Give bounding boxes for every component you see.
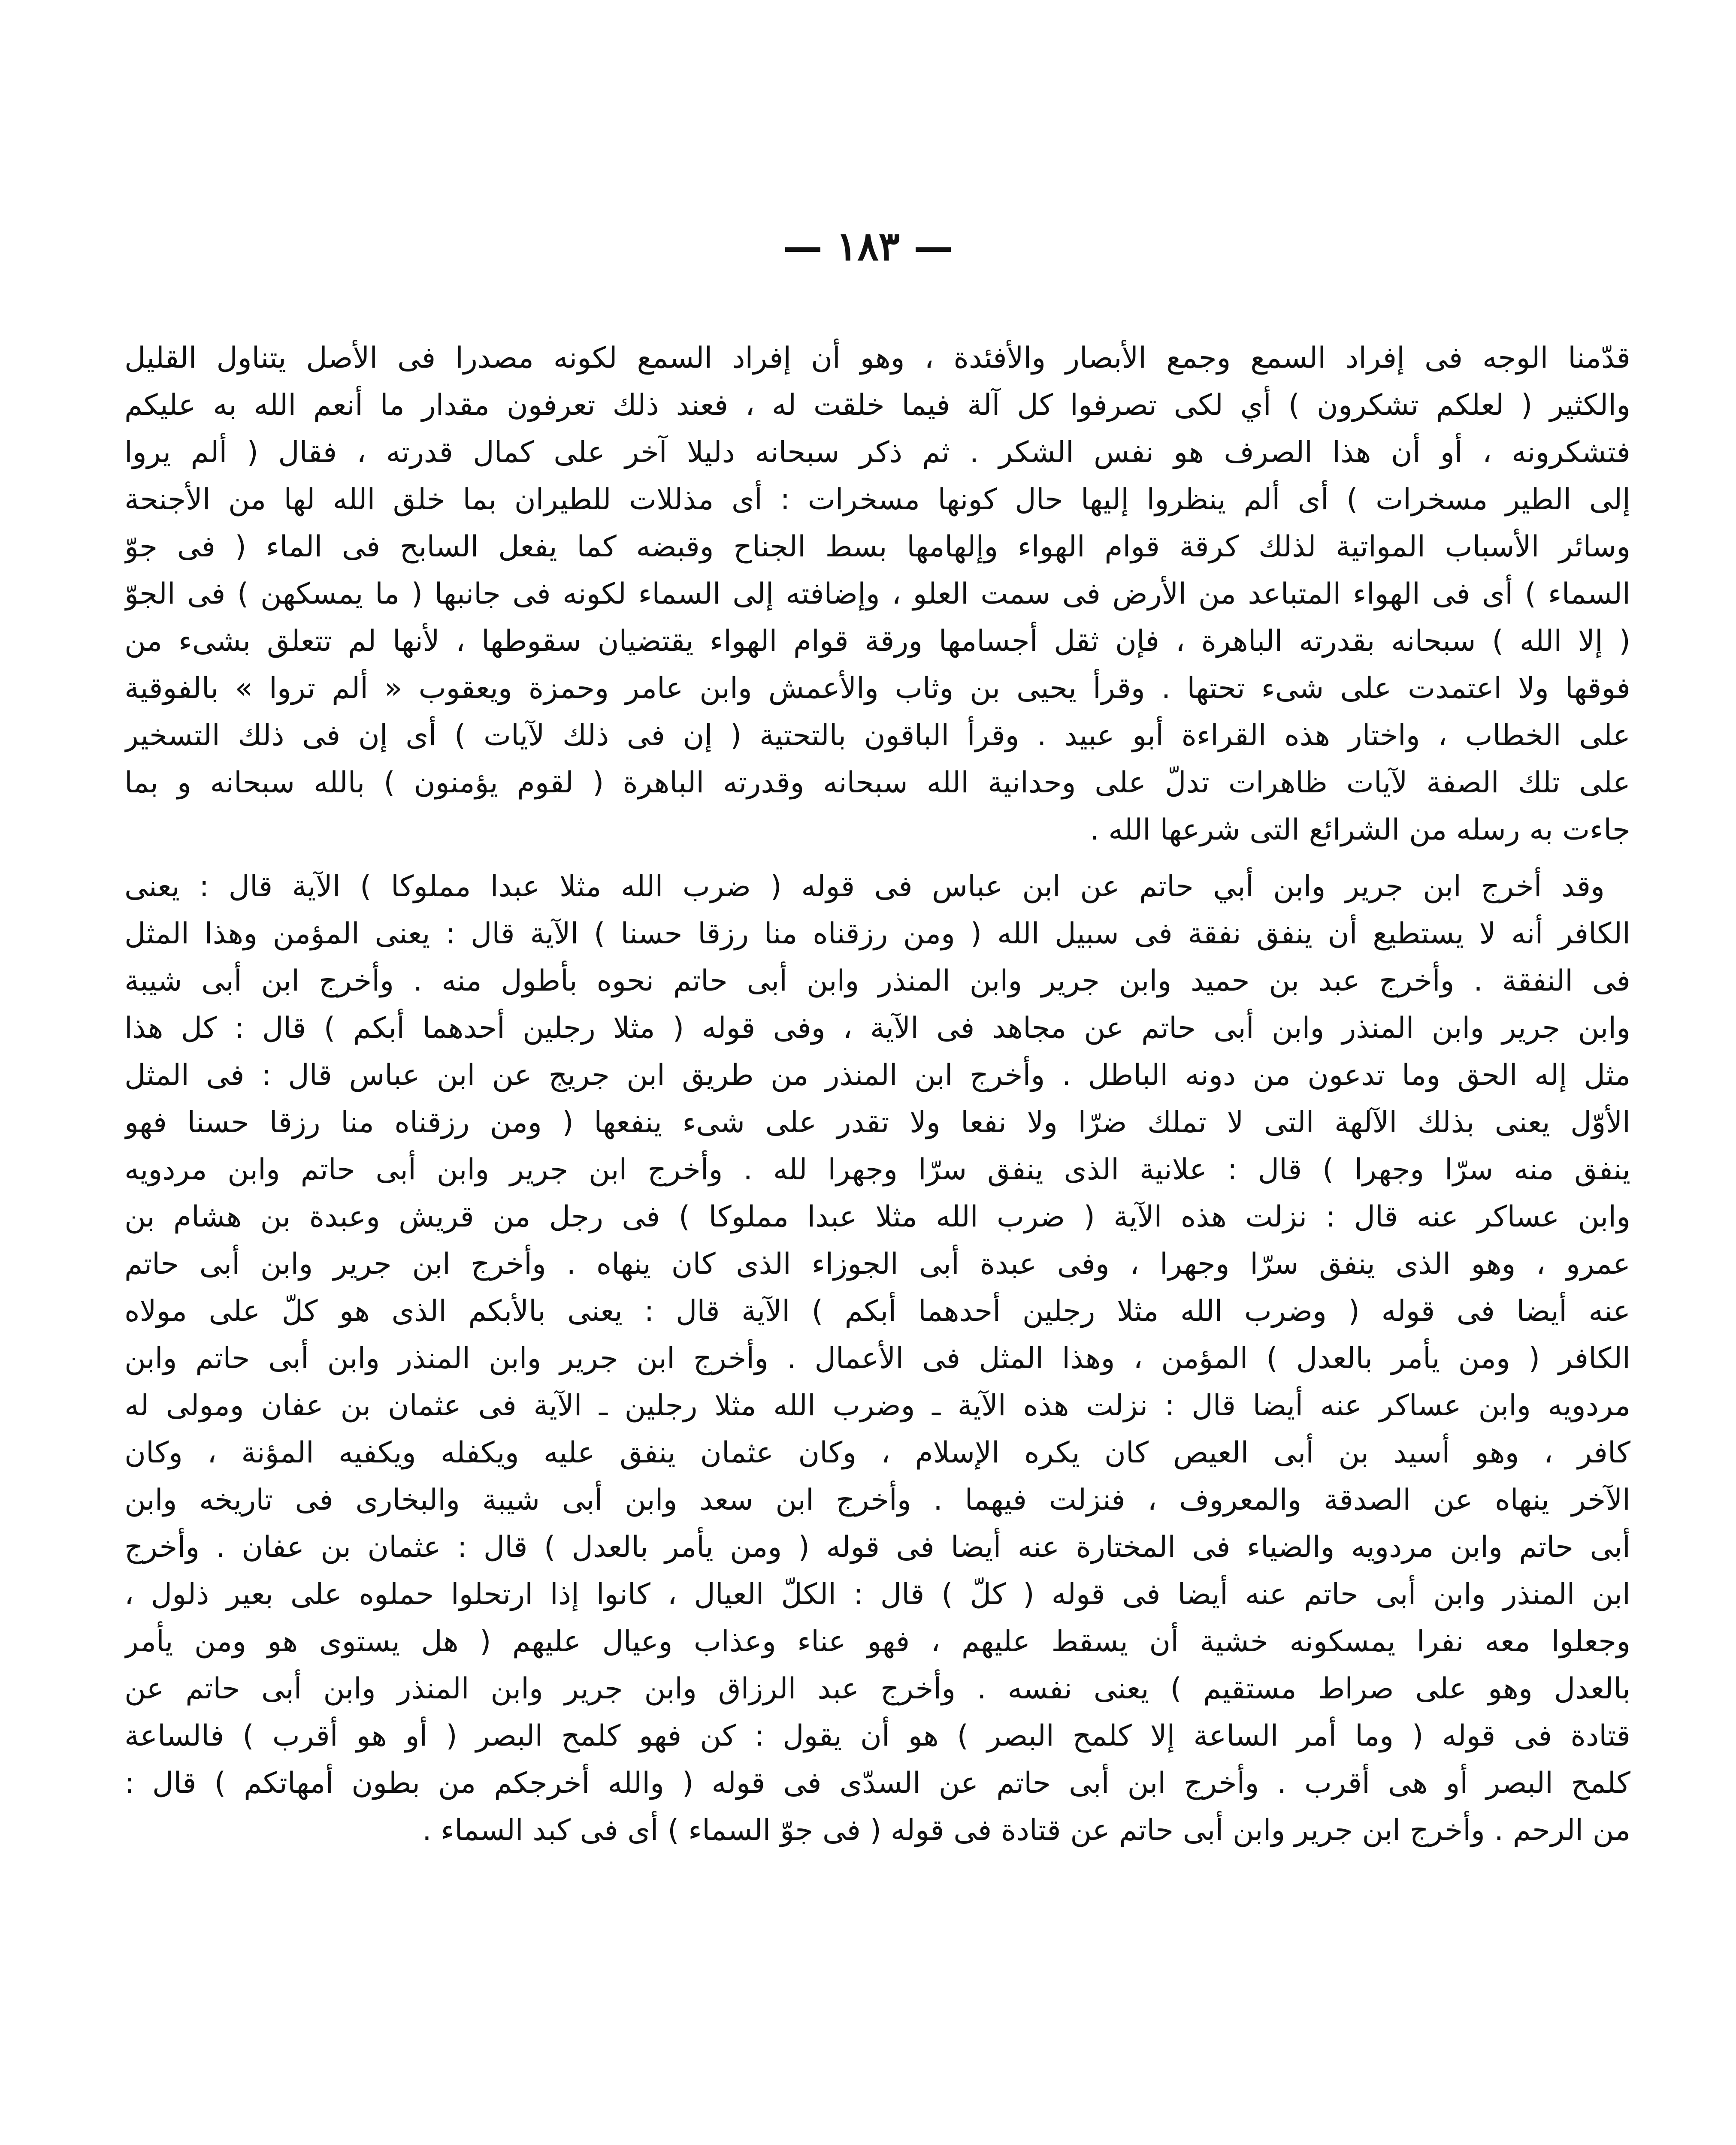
text-line: على الخطاب ، واختار هذه القراءة أبو عبيد . وقرأ الباقون بالتحتية ( إن فى ذلك لآيات ) أى إن فى ذلك التسخير [124, 719, 1630, 752]
text-line: جاءت به رسله من الشرائع التى شرعها الله . [1090, 813, 1630, 847]
text-line: وسائر الأسباب المواتية لذلك كرقة قوام الهواء وإلهامها بسط الجناح وقبضه كما يفعل السابح فى الماء ( فى جوّ [124, 530, 1630, 564]
text-line: على تلك الصفة لآيات ظاهرات تدلّ على وحدانية الله سبحانه وقدرته الباهرة ( لقوم يؤمنون ) بالله سبحانه و بما [124, 766, 1630, 800]
text-line: كلمح البصر أو هى أقرب . وأخرج ابن أبى حاتم عن السدّى فى قوله ( والله أخرجكم من بطون أمهاتكم ) قال : [124, 1766, 1630, 1800]
text-line: كافر ، وهو أسيد بن أبى العيص كان يكره الإسلام ، وكان عثمان ينفق عليه ويكفله ويكفيه المؤنة ، وكان [124, 1436, 1630, 1470]
text-line: من الرحم . وأخرج ابن جرير وابن أبى حاتم عن قتادة فى قوله ( فى جوّ السماء ) أى فى كبد السماء . [422, 1813, 1630, 1847]
text-line: الكافر ( ومن يأمر بالعدل ) المؤمن ، وهذا المثل فى الأعمال . وأخرج ابن جرير وابن المنذر وابن أبى حاتم وابن [124, 1341, 1630, 1375]
text-line: ( إلا الله ) سبحانه بقدرته الباهرة ، فإن ثقل أجسامها ورقة قوام الهواء يقتضيان سقوطها ، لأنها لم تتعلق بشىء من [124, 624, 1630, 658]
text-line: إلى الطير مسخرات ) أى ألم ينظروا إليها حال كونها مسخرات : أى مذللات للطيران بما خلق الله لها من الأجنحة [124, 483, 1630, 517]
text-line: بالعدل وهو على صراط مستقيم ) يعنى نفسه . وأخرج عبد الرزاق وابن جرير وابن المنذر وابن أبى حاتم عن [124, 1672, 1630, 1706]
page-number: — ١٨٣ — [783, 223, 953, 269]
text-line: وقد أخرج ابن جرير وابن أبي حاتم عن ابن عباس فى قوله ( ضرب الله مثلا عبدا مملوكا ) الآية قال : يعنى [124, 870, 1605, 903]
text-line: فوقها ولا اعتمدت على شىء تحتها . وقرأ يحيى بن وثاب والأعمش وابن عامر وحمزة ويعقوب « ألم تروا » بالفوقية [124, 671, 1630, 705]
text-line: والكثير ( لعلكم تشكرون ) أي لكى تصرفوا كل آلة فيما خلقت له ، فعند ذلك تعرفون مقدار ما أنعم الله به عليكم [124, 388, 1630, 422]
text-line: مردويه وابن عساكر عنه أيضا قال : نزلت هذه الآية ـ وضرب الله مثلا رجلين ـ الآية فى عثمان بن عفان ومولى له [124, 1389, 1630, 1423]
text-line: ينفق منه سرّا وجهرا ) قال : علانية الذى ينفق سرّا وجهرا لله . وأخرج ابن جرير وابن أبى حاتم وابن مردويه [124, 1153, 1630, 1187]
paragraph-1 [124, 335, 1630, 854]
text-line: عمرو ، وهو الذى ينفق سرّا وجهرا ، وفى عبدة أبى الجوزاء الذى كان ينهاه . وأخرج ابن جرير وابن أبى حاتم [124, 1247, 1630, 1281]
text-line: فتشكرونه ، أو أن هذا الصرف هو نفس الشكر . ثم ذكر سبحانه دليلا آخر على كمال قدرته ، فقال ( ألم يروا [124, 435, 1630, 469]
paragraph-2 [124, 863, 1630, 1854]
text-line: وجعلوا معه نفرا يمسكونه خشية أن يسقط عليهم ، فهو عناء وعذاب وعيال عليهم ( هل يستوى هو ومن يأمر [124, 1625, 1630, 1659]
text-line: فى النفقة . وأخرج عبد بن حميد وابن جرير وابن المنذر وابن أبى حاتم نحوه بأطول منه . وأخرج ابن أبى شيبة [124, 964, 1630, 998]
body-text [124, 335, 1630, 1854]
text-line: السماء ) أى فى الهواء المتباعد من الأرض فى سمت العلو ، وإضافته إلى السماء لكونه فى جانبها ( ما يمسكهن ) فى الجوّ [124, 577, 1630, 611]
text-line: وابن عساكر عنه قال : نزلت هذه الآية ( ضرب الله مثلا عبدا مملوكا ) فى رجل من قريش وعبدة بن هشام بن [124, 1200, 1630, 1234]
text-line: قتادة فى قوله ( وما أمر الساعة إلا كلمح البصر ) هو أن يقول : كن فهو كلمح البصر ( أو هو أقرب ) فالساعة [124, 1719, 1630, 1753]
text-line: الأوّل يعنى بذلك الآلهة التى لا تملك ضرّا ولا نفعا ولا تقدر على شىء ينفعها ( ومن رزقناه منا رزقا حسنا فهو [124, 1106, 1630, 1139]
text-line: قدّمنا الوجه فى إفراد السمع وجمع الأبصار والأفئدة ، وهو أن إفراد السمع لكونه مصدرا فى الأصل يتناول القليل [124, 341, 1630, 375]
text-line: وابن جرير وابن المنذر وابن أبى حاتم عن مجاهد فى الآية ، وفى قوله ( مثلا رجلين أحدهما أبكم ) قال : كل هذا [124, 1011, 1630, 1045]
paragraph-gap [124, 854, 1630, 863]
text-line: أبى حاتم وابن مردويه والضياء فى المختارة عنه أيضا فى قوله ( ومن يأمر بالعدل ) قال : عثمان بن عفان . وأخرج [124, 1530, 1630, 1564]
text-line: الكافر أنه لا يستطيع أن ينفق نفقة فى سبيل الله ( ومن رزقناه منا رزقا حسنا ) الآية قال : يعنى المؤمن وهذا المثل [124, 917, 1630, 951]
text-line: ابن المنذر وابن أبى حاتم عنه أيضا فى قوله ( كلّ ) قال : الكلّ العيال ، كانوا إذا ارتحلوا حملوه على بعير ذلول ، [124, 1577, 1630, 1611]
text-line: الآخر ينهاه عن الصدقة والمعروف ، فنزلت فيهما . وأخرج ابن سعد وابن أبى شيبة والبخارى فى تاريخه وابن [124, 1483, 1630, 1517]
text-line: عنه أيضا فى قوله ( وضرب الله مثلا رجلين أحدهما أبكم ) الآية قال : يعنى بالأبكم الذى هو كلّ على مولاه [124, 1294, 1630, 1328]
text-line: مثل إله الحق وما تدعون من دونه الباطل . وأخرج ابن المنذر من طريق ابن جريج عن ابن عباس قال : فى المثل [124, 1058, 1630, 1092]
